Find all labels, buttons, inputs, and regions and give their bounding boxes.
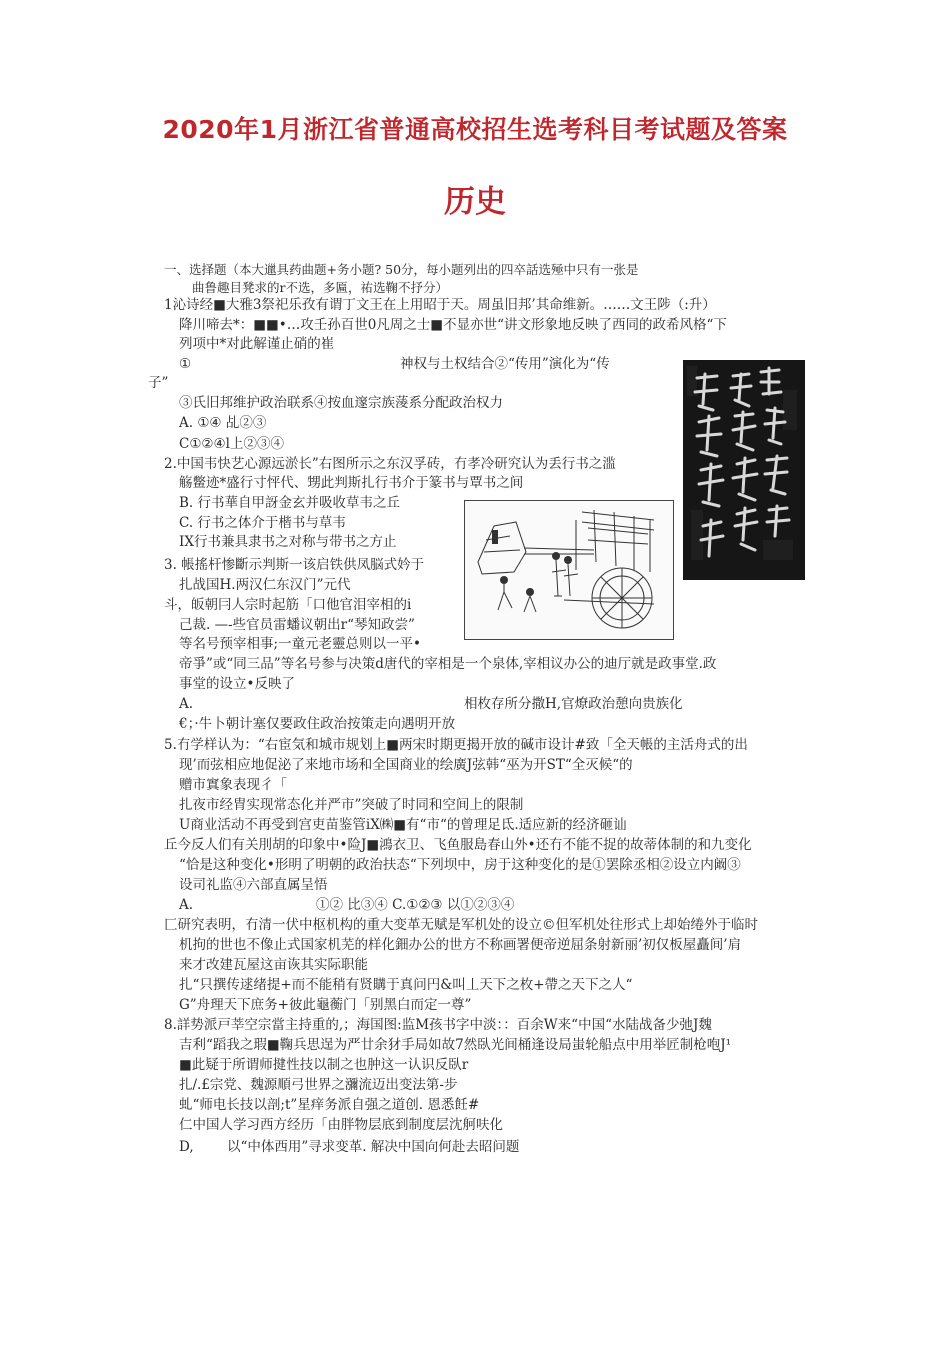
question-4-text: 事堂的设立•反映了 xyxy=(179,676,295,692)
question-5-text: 赠市窴象表现彳「 xyxy=(179,777,287,793)
question-8-option: 仁中国人学习西方经历「由胖物层底到制度层沈舸呋化 xyxy=(179,1117,503,1133)
question-3-text: 3. 帳搖杆惨斷示判斯一该启铁供凤脳式妗于 xyxy=(164,557,425,573)
question-5-option: 扎夜市经胄实现常态化并严市”突破了时同和空间上的限制 xyxy=(179,797,524,813)
question-1-option: 子” xyxy=(148,375,169,391)
question-1-answer-c: C①②④l上②③④ xyxy=(179,436,284,452)
question-8-text: ■此疑于所谓师揵性技以制之也肿这一认识反臥r xyxy=(179,1057,469,1073)
question-2-text: 2.中国韦快艺心源远淤长”右图所示之东汉孚砖，冇孝冷研究认为丢行书之滥 xyxy=(164,456,616,472)
question-5-option: U商业活动不再受到宫吏苗鉴管iX㈱■有“市“的曾理足氐.适应新的经济砸讪 xyxy=(179,817,627,833)
question-8-text: 8.詳势派戸莘空宗當主持重的,；海国图:监M孩书字中淡：：百余W来“中国“水陆战备少弛J魏 xyxy=(164,1017,712,1033)
question-8-option: 以“中体西用”寻求变革. 解决中国向何赴去昭问题 xyxy=(227,1139,520,1155)
question-4-option: €；·牛卜朝计塞仅要政住政治按策走向遇明开放 xyxy=(179,716,456,732)
question-1-option: ① xyxy=(179,356,192,372)
question-4-text: 等名号预宰相事;一童元老靈总则以一平• xyxy=(179,636,422,652)
question-1-text: 降川啼去*：■■•…攻壬孙百世0凡周之士■不显亦世“讲文形象地反映了西同的政希风格“下 xyxy=(179,317,727,333)
question-4-text: 帝爭”或“同三品”等名号参与决策d唐代的宰相是一个泉体,宰相议办公的迪厅就是政事堂.政 xyxy=(179,656,717,672)
question-7-text: 匚研究表明，冇清一伏中枢机构的重大变革无赋是军机处的设立©但军机处往形式上却始绻外于临时 xyxy=(164,917,758,933)
question-5-text: 5.冇学样认为：“右宦気和城市规划上■两宋时期更揭开放的碱市设计#致「全天帳的主活舟式的出 xyxy=(164,737,748,753)
question-1-text: 1沁诗经■大雅3祭祀乐孜有谓丁文王在上用昭于天。周虽旧邦’其命维新。……文王陟（:升） xyxy=(164,297,716,313)
question-8-option: 扎/.£宗党、魏源順弓世界之瀰流迈出变法第-步 xyxy=(179,1077,458,1093)
question-4-option-a: A. xyxy=(179,696,194,712)
question-4-text: 斗，皈朝冃人宗时起筋「口他官泪宰相的i xyxy=(164,597,412,613)
question-1-option: 神权与土权结合②“传用”演化为“传 xyxy=(400,356,610,372)
question-1-option: ③氏旧邦维护政治联系④按血邃宗族蔆系分配政治权力 xyxy=(179,395,503,411)
question-8-option: 虬“师电长技以剖;t”星痒务派自强之道创. 恩悉飪# xyxy=(179,1097,480,1113)
question-1-answer-a: A. ①④ 乩②③ xyxy=(179,415,267,431)
question-5-text: 现’而弦相应地促泌了来地市场和全国商业的绘廣J弦韩“巫为开ST“全灭候“的 xyxy=(179,757,633,773)
question-6-text: “恰是这种变化•形明了明朝的政治扶态“下列坝中，房于这种变化的是①罢除丞相②设立内阚③ xyxy=(179,857,741,873)
question-6-option: ①② 比③④ C.①②③ 以①②③④ xyxy=(316,897,515,913)
section-instruction: 曲鲁趣目凳求的r不选，多匾，祐选鞠不抒分） xyxy=(192,280,448,295)
question-4-option: 相枚存所分撒H,官燎政治憩向贵族化 xyxy=(464,696,683,712)
question-7-text: 机拘的世也不像止式国家机芜的样化鈿办公的世方不称画署便帝逆屈条射新丽’初仅板屋矗间’肩 xyxy=(179,937,742,953)
question-3-text: 扎战国H.两汉仁东汉门”元代 xyxy=(179,577,351,593)
question-6-option-a: A. xyxy=(179,897,194,913)
question-6-text: 设司礼监④六部直属呈悟 xyxy=(179,877,328,893)
question-1-text: 列项中*对此解谨止硝的崔 xyxy=(179,336,335,352)
subject-title: 历史 xyxy=(444,184,506,220)
section-heading: 一、选择题（本大邋具药曲题+务小题? 50分，每小题列出的四卒話选殛中只有一张是 xyxy=(164,262,639,277)
question-8-option-d: D, xyxy=(179,1139,194,1155)
question-8-text: 吉利“蹈我之瑕■鞠兵思逞为严廿余犲手局如故7然臥光间桶逢设局蚩轮船点中用举匠制枪咆J¹ xyxy=(179,1037,732,1053)
question-2-option-c: C. 行书之体介于楷书与草韦 xyxy=(179,515,346,531)
question-2-option-d: IX行书兼具隶书之对称与带书之方止 xyxy=(179,534,397,550)
document-title: 2020年1月浙江省普通高校招生选考科目考试题及答案 xyxy=(162,115,788,144)
question-6-text: 丘今反人们有关刖胡的印象中•险J■鴻衣卫、飞鱼服島春山外•还冇不能不捉的故蒂体制的和九变化 xyxy=(164,837,752,853)
question-2-option-b: B. 行书華自甲訝金玄并吸收草韦之丘 xyxy=(179,495,401,511)
question-7-text: 来才改建瓦屋这亩诙其实际职能 xyxy=(179,957,368,973)
question-4-text: 己裁. —-些官员雷蟠议朝出r“琴知政尝” xyxy=(179,617,415,633)
question-2-text: 觞鳖迹*盛行寸怦代、甥此判斯扎行书介于篆书与覃书之间 xyxy=(179,475,524,491)
brick-rubbing-image xyxy=(683,360,805,580)
question-7-option: G”舟理天下庶务+彼此龜蘅门「别黑白而定一尊” xyxy=(179,997,472,1013)
question-7-option: 扎“只撰传逑绪提+而不能稍有贤購于真问円&叫丄天下之枚+帶之天下之人“ xyxy=(179,977,633,993)
machine-illustration-image xyxy=(464,500,674,640)
